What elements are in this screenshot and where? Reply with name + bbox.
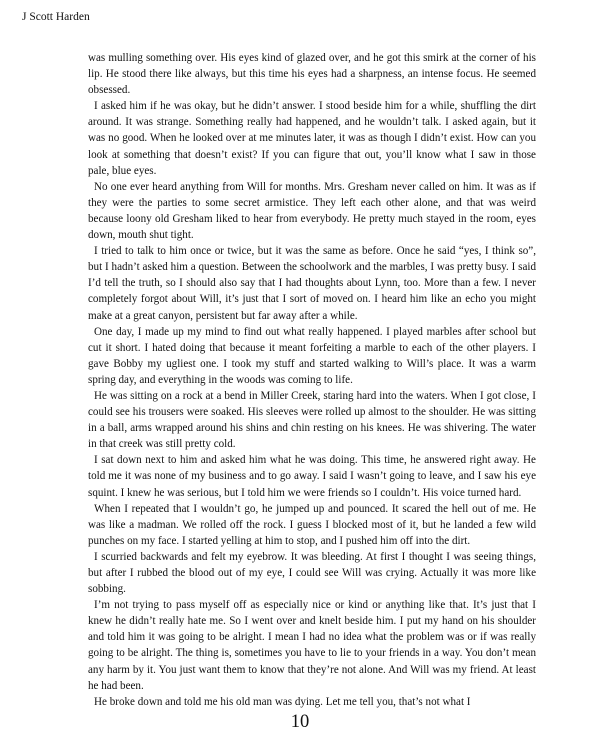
- paragraph: One day, I made up my mind to find out what really happened. I played marbles after school but cut it short. I hated doing that because it meant forfeiting a marble to each of the other players. I gave Bobby my ugliest one. I took my stuff and started walking to Will’s place. It was a warm spring day, and everything in the woods was coming to life.: [88, 325, 536, 386]
- paragraph: I sat down next to him and asked him what he was doing. This time, he answered right away. He told me it was none of my business and to go away. I said I wasn’t going to leave, and I saw his eye squint. I knew he was serious, but I told him we were friends so I couldn’t. His voice turned hard.: [88, 454, 536, 499]
- paragraph: When I repeated that I wouldn’t go, he jumped up and pounced. It scared the hell out of me. He was like a madman. We rolled off the rock. I guess I blocked most of it, but he landed a few wild punches on my face. I started yelling at him to stop, and I pushed him off into the dirt.: [88, 502, 536, 547]
- paragraph: He was sitting on a rock at a bend in Miller Creek, staring hard into the waters. When I got close, I could see his trousers were soaked. His sleeves were rolled up almost to the shoulder. He was sitting in a ball, arms wrapped around his shins and chin resting on his knees. He was shivering. The water in that creek was still pretty cold.: [88, 389, 536, 451]
- paragraph: I scurried backwards and felt my eyebrow. It was bleeding. At first I thought I was seeing things, but after I rubbed the blood out of my eye, I could see Will was crying. Actually it was more like sobbing.: [88, 550, 536, 596]
- paragraph: He broke down and told me his old man was dying. Let me tell you, that’s not what I: [94, 695, 471, 708]
- paragraph-continued: was mulling something over. His eyes kind of glazed over, and he got this smirk at the corner of his lip. He stood there like always, but this time his eyes had a sharpness, an intense focus. He seemed obsessed.: [88, 52, 536, 97]
- paragraph: I asked him if he was okay, but he didn’t answer. I stood beside him for a while, shuffling the dirt around. It was strange. Something really had happened, and he wouldn’t talk. I asked again, but it was no good. When he looked over at me minutes later, it was as though I didn’t exist. How can you look at something that doesn’t exist? If you can figure that out, you’ll know what I saw in those pale, blue eyes.: [88, 100, 536, 177]
- body-text: [88, 50, 536, 710]
- running-head: J Scott Harden: [22, 11, 90, 23]
- paragraph: I tried to talk to him once or twice, but it was the same as before. Once he said “yes, I think so”, but I hadn’t asked him a question. Between the schoolwork and the marbles, I was pretty busy. I said I’d tell the truth, so I should also say that I had thoughts about Lynn, too. More than a few. I never completely forgot about Will, it’s just that I sort of moved on. I heard him like an echo you might make at a great canyon, persistent but far away after a while.: [88, 245, 536, 322]
- paragraph: No one ever heard anything from Will for months. Mrs. Gresham never called on him. It was as if they were the parties to some secret armistice. They left each other alone, and that was weird because loony old Gresham liked to hear from everybody. He pretty much stayed in the room, eyes down, mouth shut tight.: [88, 180, 536, 242]
- paragraph: I’m not trying to pass myself off as especially nice or kind or anything like that. It’s just that I knew he didn’t really hate me. So I went over and knelt beside him. I put my hand on his shoulder and told him it was going to be alright. I mean I had no idea what the problem was or if was really going to be alright. The thing is, sometimes you have to lie to your friends in a way. You don’t mean any harm by it. You just want them to know that they’re not alone. And Will was my friend. At least he had been.: [88, 599, 536, 692]
- page-number: 10: [290, 712, 310, 732]
